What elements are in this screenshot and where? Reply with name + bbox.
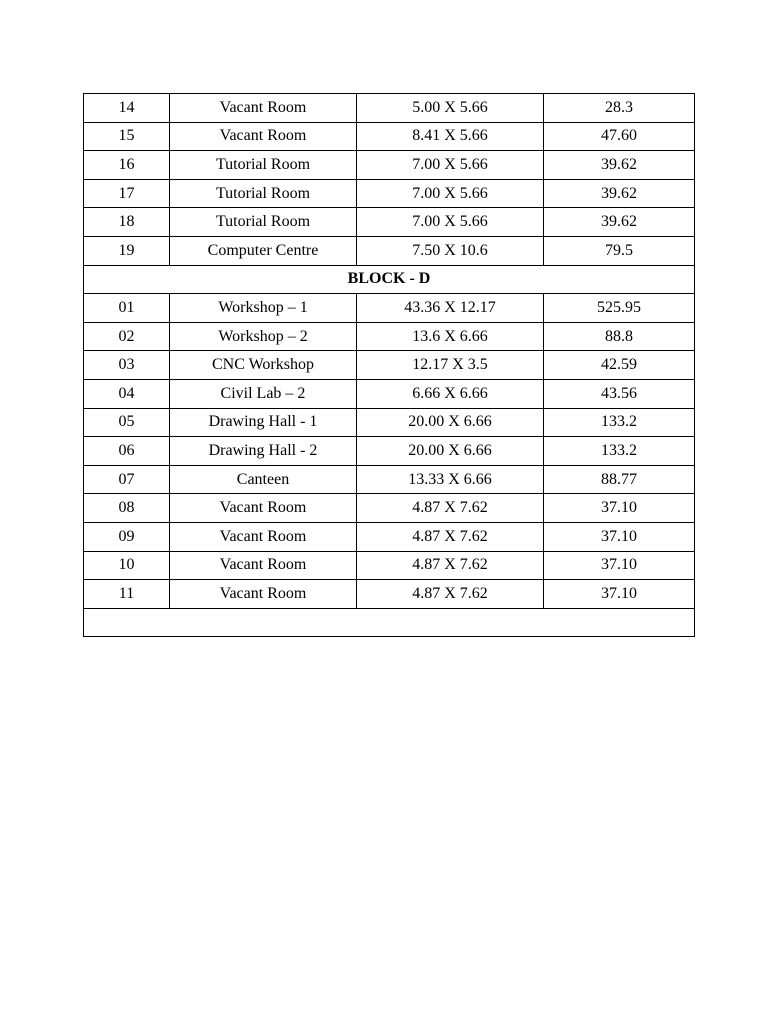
- room-name-cell: Workshop – 1: [170, 294, 357, 323]
- room-size-cell: 13.6 X 6.66: [357, 322, 544, 351]
- room-name-cell: Canteen: [170, 465, 357, 494]
- room-name-cell: Vacant Room: [170, 551, 357, 580]
- room-area-cell: 39.62: [544, 151, 695, 180]
- room-area-cell: 79.5: [544, 236, 695, 265]
- room-number-cell: 06: [84, 437, 170, 466]
- room-name-cell: Drawing Hall - 2: [170, 437, 357, 466]
- room-area-cell: 37.10: [544, 494, 695, 523]
- blank-row: [84, 608, 695, 637]
- table-row: [84, 437, 695, 466]
- table-row: [84, 351, 695, 380]
- room-number-cell: 04: [84, 379, 170, 408]
- room-number-cell: 10: [84, 551, 170, 580]
- room-size-cell: 4.87 X 7.62: [357, 494, 544, 523]
- room-name-cell: Computer Centre: [170, 236, 357, 265]
- block-d-heading: BLOCK - D: [84, 265, 695, 294]
- room-name-cell: Vacant Room: [170, 94, 357, 123]
- room-size-cell: 20.00 X 6.66: [357, 408, 544, 437]
- table-row: [84, 179, 695, 208]
- room-number-cell: 17: [84, 179, 170, 208]
- block-d-heading-row: [84, 265, 695, 294]
- room-size-cell: 43.36 X 12.17: [357, 294, 544, 323]
- room-size-cell: 7.00 X 5.66: [357, 208, 544, 237]
- room-name-cell: Drawing Hall - 1: [170, 408, 357, 437]
- room-area-cell: 43.56: [544, 379, 695, 408]
- room-name-cell: Civil Lab – 2: [170, 379, 357, 408]
- room-name-cell: Tutorial Room: [170, 179, 357, 208]
- table-row: [84, 151, 695, 180]
- table-row: [84, 322, 695, 351]
- table-row: [84, 522, 695, 551]
- room-number-cell: 15: [84, 122, 170, 151]
- room-number-cell: 08: [84, 494, 170, 523]
- room-area-cell: 37.10: [544, 580, 695, 609]
- room-size-cell: 7.50 X 10.6: [357, 236, 544, 265]
- room-area-cell: 47.60: [544, 122, 695, 151]
- block-d-rows: [84, 294, 695, 609]
- room-name-cell: Vacant Room: [170, 522, 357, 551]
- room-name-cell: Vacant Room: [170, 580, 357, 609]
- room-size-cell: 20.00 X 6.66: [357, 437, 544, 466]
- room-area-cell: 39.62: [544, 179, 695, 208]
- room-area-cell: 88.77: [544, 465, 695, 494]
- room-name-cell: Tutorial Room: [170, 151, 357, 180]
- blank-section: [84, 608, 695, 637]
- room-size-cell: 13.33 X 6.66: [357, 465, 544, 494]
- room-area-cell: 39.62: [544, 208, 695, 237]
- table-row: [84, 236, 695, 265]
- room-number-cell: 14: [84, 94, 170, 123]
- room-area-cell: 133.2: [544, 437, 695, 466]
- room-number-cell: 02: [84, 322, 170, 351]
- room-size-cell: 7.00 X 5.66: [357, 179, 544, 208]
- room-number-cell: 05: [84, 408, 170, 437]
- room-size-cell: 6.66 X 6.66: [357, 379, 544, 408]
- room-name-cell: Workshop – 2: [170, 322, 357, 351]
- room-size-cell: 4.87 X 7.62: [357, 551, 544, 580]
- room-number-cell: 19: [84, 236, 170, 265]
- room-number-cell: 11: [84, 580, 170, 609]
- table-row: [84, 580, 695, 609]
- room-name-cell: Vacant Room: [170, 494, 357, 523]
- table-row: [84, 379, 695, 408]
- room-size-cell: 4.87 X 7.62: [357, 522, 544, 551]
- room-size-cell: 4.87 X 7.62: [357, 580, 544, 609]
- room-number-cell: 01: [84, 294, 170, 323]
- room-number-cell: 03: [84, 351, 170, 380]
- room-name-cell: Tutorial Room: [170, 208, 357, 237]
- room-number-cell: 18: [84, 208, 170, 237]
- table-row: [84, 294, 695, 323]
- table-row: [84, 551, 695, 580]
- block-c-rows: [84, 94, 695, 266]
- room-number-cell: 16: [84, 151, 170, 180]
- room-area-cell: 133.2: [544, 408, 695, 437]
- room-area-cell: 28.3: [544, 94, 695, 123]
- room-number-cell: 09: [84, 522, 170, 551]
- room-area-cell: 42.59: [544, 351, 695, 380]
- table-row: [84, 208, 695, 237]
- table-row: [84, 408, 695, 437]
- room-area-cell: 37.10: [544, 551, 695, 580]
- room-name-cell: CNC Workshop: [170, 351, 357, 380]
- room-area-table: [83, 93, 695, 637]
- blank-cell: [84, 608, 695, 637]
- room-area-cell: 525.95: [544, 294, 695, 323]
- room-area-cell: 88.8: [544, 322, 695, 351]
- room-size-cell: 5.00 X 5.66: [357, 94, 544, 123]
- room-size-cell: 12.17 X 3.5: [357, 351, 544, 380]
- block-d-heading-section: [84, 265, 695, 294]
- room-area-cell: 37.10: [544, 522, 695, 551]
- table-row: [84, 94, 695, 123]
- room-number-cell: 07: [84, 465, 170, 494]
- room-size-cell: 7.00 X 5.66: [357, 151, 544, 180]
- table-row: [84, 465, 695, 494]
- room-size-cell: 8.41 X 5.66: [357, 122, 544, 151]
- table-row: [84, 494, 695, 523]
- table-row: [84, 122, 695, 151]
- room-name-cell: Vacant Room: [170, 122, 357, 151]
